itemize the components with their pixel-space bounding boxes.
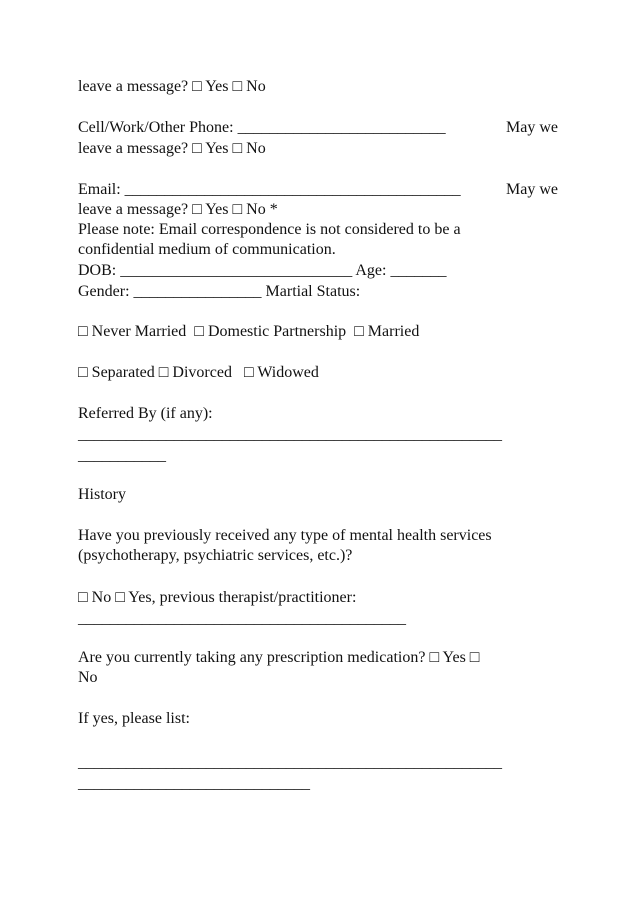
referred-by-field-line-2[interactable]: ___________ [78, 447, 166, 464]
history-heading: History [78, 486, 126, 503]
email-field[interactable] [78, 180, 558, 200]
referred-by-label: Referred By (if any): [78, 405, 213, 422]
medication-list-label: If yes, please list: [78, 710, 190, 727]
may-we-label: May we [506, 119, 558, 136]
medication-question[interactable]: Are you currently taking any prescription medication? □ Yes □ [78, 649, 480, 666]
previous-services-options[interactable]: □ No □ Yes, previous therapist/practitioner: [78, 589, 357, 606]
marital-status-options-row-1[interactable]: □ Never Married □ Domestic Partnership □ Married [78, 323, 420, 340]
medication-no-option[interactable]: No [78, 669, 98, 686]
dob-age-field[interactable]: DOB: _____________________________ Age: _______ [78, 262, 447, 279]
previous-services-question-1: Have you previously received any type of mental health services [78, 527, 492, 544]
message-consent-line: leave a message? □ Yes □ No [78, 78, 266, 95]
medication-list-field-line-2[interactable]: _____________________________ [78, 775, 310, 792]
may-we-label: May we [506, 181, 558, 198]
referred-by-field-line-1[interactable]: _____________________________________________________ [78, 426, 502, 443]
medication-list-field-line-1[interactable]: _____________________________________________________ [78, 754, 502, 771]
previous-therapist-field[interactable]: _________________________________________ [78, 610, 406, 627]
cell-phone-label: Cell/Work/Other Phone: __________________________ [78, 119, 446, 136]
previous-services-question-2: (psychotherapy, psychiatric services, etc.)? [78, 547, 353, 564]
gender-marital-field[interactable]: Gender: ________________ Martial Status: [78, 283, 361, 300]
marital-status-options-row-2[interactable]: □ Separated □ Divorced □ Widowed [78, 364, 319, 381]
cell-phone-field[interactable] [78, 118, 558, 138]
email-message-consent-line[interactable]: leave a message? □ Yes □ No * [78, 201, 278, 218]
email-note-line-1: Please note: Email correspondence is not considered to be a [78, 221, 461, 238]
email-label: Email: __________________________________________ [78, 181, 461, 198]
email-note-line-2: confidential medium of communication. [78, 241, 336, 258]
cell-message-consent-line[interactable]: leave a message? □ Yes □ No [78, 140, 266, 157]
